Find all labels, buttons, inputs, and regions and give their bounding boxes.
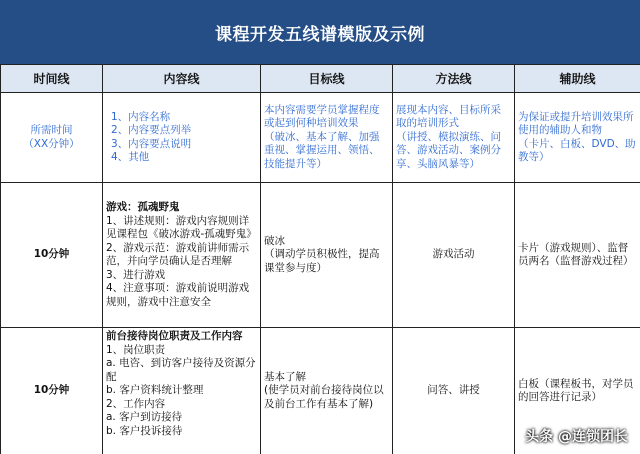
goal-cell — [261, 183, 393, 328]
content-cell — [103, 93, 261, 183]
page-title: 课程开发五线谱模版及示例 — [0, 0, 640, 64]
list-item: 2、内容要点列举 — [111, 124, 192, 136]
content-cell — [103, 183, 261, 328]
goal-cell — [261, 328, 393, 454]
time-cell — [1, 93, 103, 183]
watermark: 头条 @连锁团长 — [525, 429, 628, 445]
table-header-row — [1, 65, 640, 93]
header-time-line: 时间线 — [1, 65, 103, 93]
table-row-template — [1, 93, 640, 183]
aid-cell: 卡片（游戏规则）、监督员两名（监督游戏过程） — [515, 183, 640, 328]
list-item: a. 电咨、到访客户接待及资源分配 — [106, 357, 256, 383]
table-row-example-game — [1, 183, 640, 328]
list-item: 2、工作内容 — [106, 397, 166, 410]
content-title: 游戏：孤魂野鬼 — [106, 201, 180, 213]
time-unit: （XX分钟） — [23, 137, 80, 150]
header-goal-line: 目标线 — [261, 65, 393, 93]
goal-detail: (使学员对前台接待岗位以及前台工作有基本了解) — [264, 384, 384, 410]
list-item: 1、内容名称 — [111, 110, 171, 123]
content-title: 前台接待岗位职责及工作内容 — [106, 330, 243, 342]
method-cell: 问答、讲授 — [393, 328, 515, 454]
list-item: a. 客户到访接待 — [106, 411, 183, 423]
header-content-line: 内容线 — [103, 65, 261, 93]
list-item: 1、岗位职责 — [106, 343, 166, 356]
five-line-table — [0, 64, 640, 454]
list-item: 4、其他 — [111, 151, 150, 163]
time-cell: 10分钟 — [1, 328, 103, 454]
aid-cell: 白板（课程板书，对学员的回答进行记录） — [515, 328, 640, 454]
goal-label: 基本了解 — [264, 370, 306, 383]
goal-detail: （调动学员积极性，提高课堂参与度） — [264, 248, 380, 274]
time-label: 所需时间 — [30, 124, 73, 136]
goal-cell: 本内容需要学员掌握程度或起到何种培训效果 （破冰、基本了解、加强重视、掌握运用、领悟、技能提升等） — [261, 93, 393, 183]
method-cell: 游戏活动 — [393, 183, 515, 328]
content-cell — [103, 328, 261, 454]
list-item: 2、游戏示范：游戏前讲师需示范，并向学员确认是否理解 — [106, 241, 250, 267]
list-item: 4、注意事项：游戏前说明游戏规则，游戏中注意安全 — [106, 282, 250, 308]
list-item: 1、讲述规则：游戏内容规则详见课程包《破冰游戏-孤魂野鬼》 — [106, 214, 257, 240]
list-item: 3、内容要点说明 — [111, 137, 192, 150]
method-cell: 展现本内容、目标所采取的培训形式 （讲授、模拟演练、问答、游戏活动、案例分享、头脑风暴等） — [393, 93, 515, 183]
goal-label: 破冰 — [264, 234, 285, 247]
list-item: b. 客户投诉接待 — [106, 424, 183, 437]
header-aid-line: 辅助线 — [515, 65, 640, 93]
time-cell: 10分钟 — [1, 183, 103, 328]
list-item: 3、进行游戏 — [106, 268, 166, 281]
header-method-line: 方法线 — [393, 65, 515, 93]
aid-cell: 为保证或提升培训效果所使用的辅助人和物 （卡片、白板、DVD、助教等） — [515, 93, 640, 183]
list-item: b. 客户资料统计整理 — [106, 384, 204, 396]
